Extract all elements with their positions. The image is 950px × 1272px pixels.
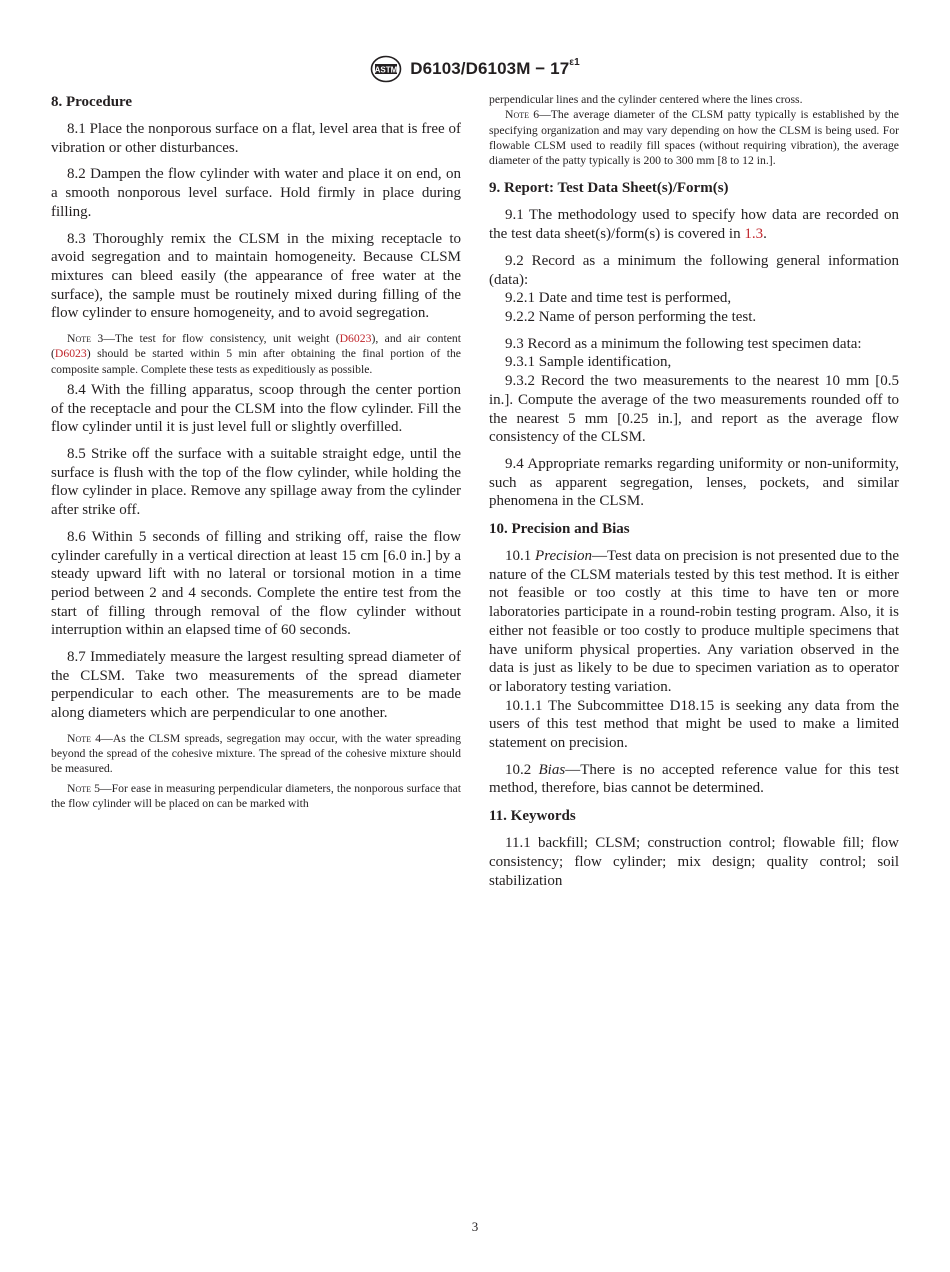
paragraph-9-4: 9.4 Appropriate remarks regarding uniformity or non-uniformity, such as apparent segregation, lenses, pockets, and similar phenomena in the CLSM. xyxy=(489,455,899,510)
section-heading-report: 9. Report: Test Data Sheet(s)/Form(s) xyxy=(489,180,729,197)
note-5-continued: perpendicular lines and the cylinder centered where the lines cross. xyxy=(489,93,803,106)
logo-text: ASTM xyxy=(374,65,398,75)
section-heading-keywords: 11. Keywords xyxy=(489,808,576,825)
paragraph-8-2: 8.2 Dampen the flow cylinder with water and place it on end, on a smooth nonporous level surface. Hold firmly in place during filling. xyxy=(51,166,461,220)
reference-link-d6023[interactable]: D6023 xyxy=(339,332,372,346)
paragraph-9-2: 9.2 Record as a minimum the following general information (data): xyxy=(489,252,899,288)
document-designation: $D6103/D6103M - 17^{\varepsilon 1}$ xyxy=(410,57,580,78)
paragraph-9-2-1: 9.2.1 Date and time test is performed, xyxy=(505,290,732,307)
section-heading-procedure: 8. Procedure xyxy=(51,94,133,110)
note-4: Note 4—As the CLSM spreads, segregation may occur, with the water spreading beyond the spread of the cohesive mixture. The spread of the cohesive mixture should be measured. xyxy=(51,731,461,776)
paragraph-9-3-2: 9.3.2 Record the two measurements to the nearest 10 mm [0.5 in.]. Compute the average of the two measurements rounded off to the nearest 5 mm [0.25 in.], and report as the average flow consistency of the CLSM. xyxy=(489,373,899,446)
note-6: Note 6—The average diameter of the CLSM patty typically is established by the specifying organization and may vary depending on how the CLSM is being used. For flowable CLSM used to readily fill spaces (without requiring vibration), the average diameter of the patty typically is 200 to 300 mm [8 to 12 in.]. xyxy=(489,108,899,168)
paragraph-9-3-1: 9.3.1 Sample identification, xyxy=(505,354,672,371)
note-3: Note 3—The test for flow consistency, unit weight (D6023), and air content (D6023) should be started within 5 min after obtaining the final portion of the composite sample. Complete these tests as expeditiously as possible. xyxy=(51,332,461,376)
paragraph-10-2: 10.2 Bias—There is no accepted reference value for this test method, therefore, bias cannot be determined. xyxy=(489,761,899,797)
page-header xyxy=(0,54,950,84)
page-number: 3 xyxy=(471,1219,479,1234)
paragraph-10-1-1: 10.1.1 The Subcommittee D18.15 is seeking any data from the users of this test method that might be used to make a limited statement on precision. xyxy=(489,697,899,752)
paragraph-8-3: 8.3 Thoroughly remix the CLSM in the mixing receptacle to avoid segregation and to maintain homogeneity. Because CLSM mixtures can bleed easily (the appearance of free water at the surface), the sample must be routinely mixed during filling of the flow cylinder to ensure homogeneity, and to avoid segregation. xyxy=(51,230,461,322)
paragraph-8-5: 8.5 Strike off the surface with a suitable straight edge, until the surface is flush with the top of the flow cylinder, while holding the flow cylinder in place. Remove any spillage away from the cylinder after strike off. xyxy=(51,446,461,519)
paragraph-8-6: 8.6 Within 5 seconds of filling and striking off, raise the flow cylinder carefully in a vertical direction at least 15 cm [6.0 in.] by a steady upward lift with no lateral or torsional motion in a time period between 2 and 4 seconds. Complete the entire test from the start of filling through removal of the flow cylinder without interruption within an elapsed time of 60 seconds. xyxy=(51,528,461,639)
paragraph-8-4: 8.4 With the filling apparatus, scoop through the center portion of the receptacle and pour the CLSM into the flow cylinder. Fill the flow cylinder until it is just level full or slightly overfilled. xyxy=(51,381,461,436)
paragraph-9-3: 9.3 Record as a minimum the following test specimen data: xyxy=(505,335,862,352)
paragraph-8-7: 8.7 Immediately measure the largest resulting spread diameter of the CLSM. Take two measurements of the spread diameter perpendicular to each other. The measurements are to be made along diameters which are perpendicular to one another. xyxy=(51,649,461,722)
paragraph-10-1: 10.1 Precision—Test data on precision is not presented due to the nature of the CLSM materials tested by this test method. It is either not feasible or too costly at this time to have ten or more laboratories participate in a round-robin testing program. Also, it is either not feasible or too costly to produce multiple specimens that have uniform physical properties. Any variation observed in the data is just as likely to be due to specimen variation as to operator or laboratory testing variation. xyxy=(489,548,899,695)
paragraph-8-1: 8.1 Place the nonporous surface on a flat, level area that is free of vibration or other disturbances. xyxy=(51,121,461,156)
paragraph-9-2-2: 9.2.2 Name of person performing the test. xyxy=(505,309,757,325)
section-heading-precision-bias: 10. Precision and Bias xyxy=(489,521,630,538)
astm-logo-icon xyxy=(370,55,402,83)
paragraph-9-1: 9.1 The methodology used to specify how data are recorded on the test data sheet(s)/form(s) is covered in 1.3. xyxy=(489,207,899,243)
note-5: Note 5—For ease in measuring perpendicular diameters, the nonporous surface that the flow cylinder will be placed on can be marked with xyxy=(51,781,461,811)
right-column xyxy=(489,92,899,898)
left-column xyxy=(51,92,461,815)
designation-superscript: ε1 xyxy=(569,57,580,69)
reference-link-d6023[interactable]: D6023 xyxy=(54,347,87,361)
reference-link-1-3[interactable]: 1.3 xyxy=(744,226,764,243)
paragraph-11-1: 11.1 backfill; CLSM; construction control; flowable fill; flow consistency; flow cylinder; mix design; quality control; soil stabilization xyxy=(489,835,899,889)
